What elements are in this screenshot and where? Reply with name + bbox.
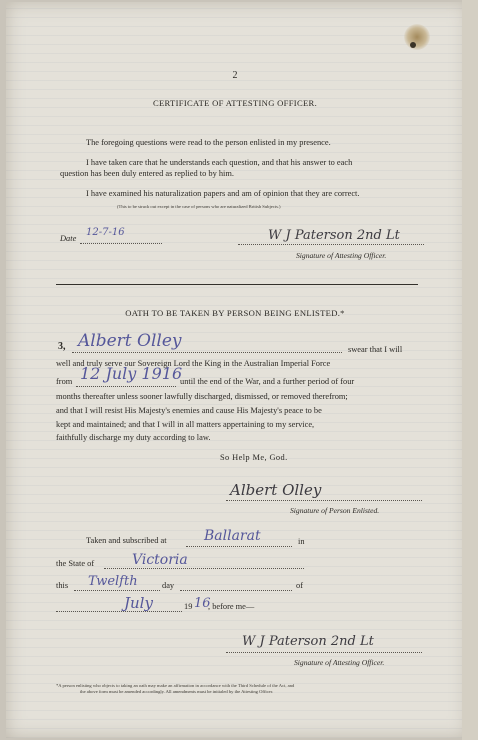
certificate-para3: I have examined his naturalization papers and am of opinion that they are correct. bbox=[86, 189, 360, 198]
of-label: of bbox=[296, 581, 303, 590]
certificate-para1: The foregoing questions were read to the person enlisted in my presence. bbox=[86, 138, 331, 147]
footnote-line1: *A person enlisting who objects to taking an oath may make an affirmation in accordance with the Third Schedule of the Act, and bbox=[56, 683, 295, 688]
officer-signature-line-2 bbox=[226, 652, 422, 653]
attestation-page bbox=[6, 2, 468, 738]
certificate-para2-line1: I have taken care that he understands each question, and that his answer to each bbox=[86, 158, 353, 167]
paper-edge bbox=[462, 0, 478, 740]
certificate-note: (This to be struck out except in the case of persons who are naturalized British Subjects.) bbox=[117, 204, 281, 209]
enlisted-signature-line bbox=[226, 500, 422, 501]
oath-from-date-handwritten: 12 July 1916 bbox=[80, 364, 183, 383]
oath-from-line bbox=[76, 386, 176, 387]
year-prefix: 19 bbox=[184, 602, 193, 611]
attesting-officer-signature-2: W J Paterson 2nd Lt bbox=[242, 634, 374, 649]
page-number: 2 bbox=[232, 70, 238, 81]
section-divider bbox=[56, 284, 418, 285]
in-label: in bbox=[298, 537, 305, 546]
oath-name-handwritten: Albert Olley bbox=[78, 331, 182, 351]
oath-title: OATH TO BE TAKEN BY PERSON BEING ENLISTED.* bbox=[125, 308, 345, 318]
month-line-a bbox=[180, 590, 292, 591]
footnote-line2: the above form must be amended accordingly. All amendments must be initialed by the Attesting Officer. bbox=[80, 689, 274, 694]
day-handwritten: Twelfth bbox=[88, 574, 138, 589]
date-label: Date bbox=[60, 234, 77, 243]
this-label: this bbox=[56, 581, 69, 590]
place-line bbox=[186, 546, 292, 547]
day-line bbox=[74, 590, 160, 591]
oath-line3-tail: until the end of the War, and a further period of four bbox=[180, 377, 355, 386]
oath-closing: So Help Me, God. bbox=[220, 453, 288, 462]
day-label: day bbox=[162, 581, 175, 590]
oath-line7: faithfully discharge my duty according to law. bbox=[56, 433, 211, 442]
oath-from-label: from bbox=[56, 377, 73, 386]
oath-line6: kept and maintained; and that I will in all matters appertaining to my service, bbox=[56, 420, 315, 429]
state-handwritten: Victoria bbox=[132, 552, 188, 568]
oath-number: 3, bbox=[58, 341, 66, 352]
paper-stain-dot bbox=[410, 42, 416, 48]
taken-label: Taken and subscribed at bbox=[86, 536, 167, 545]
date-line bbox=[80, 243, 162, 244]
attesting-officer-signature: W J Paterson 2nd Lt bbox=[268, 228, 400, 243]
year-handwritten: 16 bbox=[194, 596, 211, 611]
enlisted-person-signature: Albert Olley bbox=[230, 481, 322, 499]
certificate-para2-line2: question has been duly entered as replied to by him. bbox=[60, 169, 234, 178]
oath-line4: months thereafter unless sooner lawfully discharged, dismissed, or removed therefrom; bbox=[56, 392, 348, 401]
month-handwritten: July bbox=[124, 594, 153, 612]
state-label: the State of bbox=[56, 559, 95, 568]
state-line bbox=[104, 568, 304, 569]
oath-line2: well and truly serve our Sovereign Lord the King in the Australian Imperial Force bbox=[56, 359, 331, 368]
oath-name-line bbox=[72, 352, 342, 353]
attesting-signature-caption: Signature of Attesting Officer. bbox=[296, 251, 387, 260]
enlisted-signature-caption: Signature of Person Enlisted. bbox=[290, 506, 380, 515]
officer-signature-caption-2: Signature of Attesting Officer. bbox=[294, 658, 385, 667]
date-handwritten: 12-7-16 bbox=[86, 227, 125, 238]
before-me-label: , before me— bbox=[208, 602, 255, 611]
month-line-b bbox=[56, 611, 182, 612]
oath-line5: and that I will resist His Majesty's enemies and cause His Majesty's peace to be bbox=[56, 406, 322, 415]
paper-stain bbox=[404, 24, 430, 50]
oath-line1-tail: swear that I will bbox=[348, 345, 403, 354]
certificate-title: CERTIFICATE OF ATTESTING OFFICER. bbox=[152, 98, 318, 108]
place-handwritten: Ballarat bbox=[204, 528, 261, 544]
attesting-signature-line bbox=[238, 244, 424, 245]
